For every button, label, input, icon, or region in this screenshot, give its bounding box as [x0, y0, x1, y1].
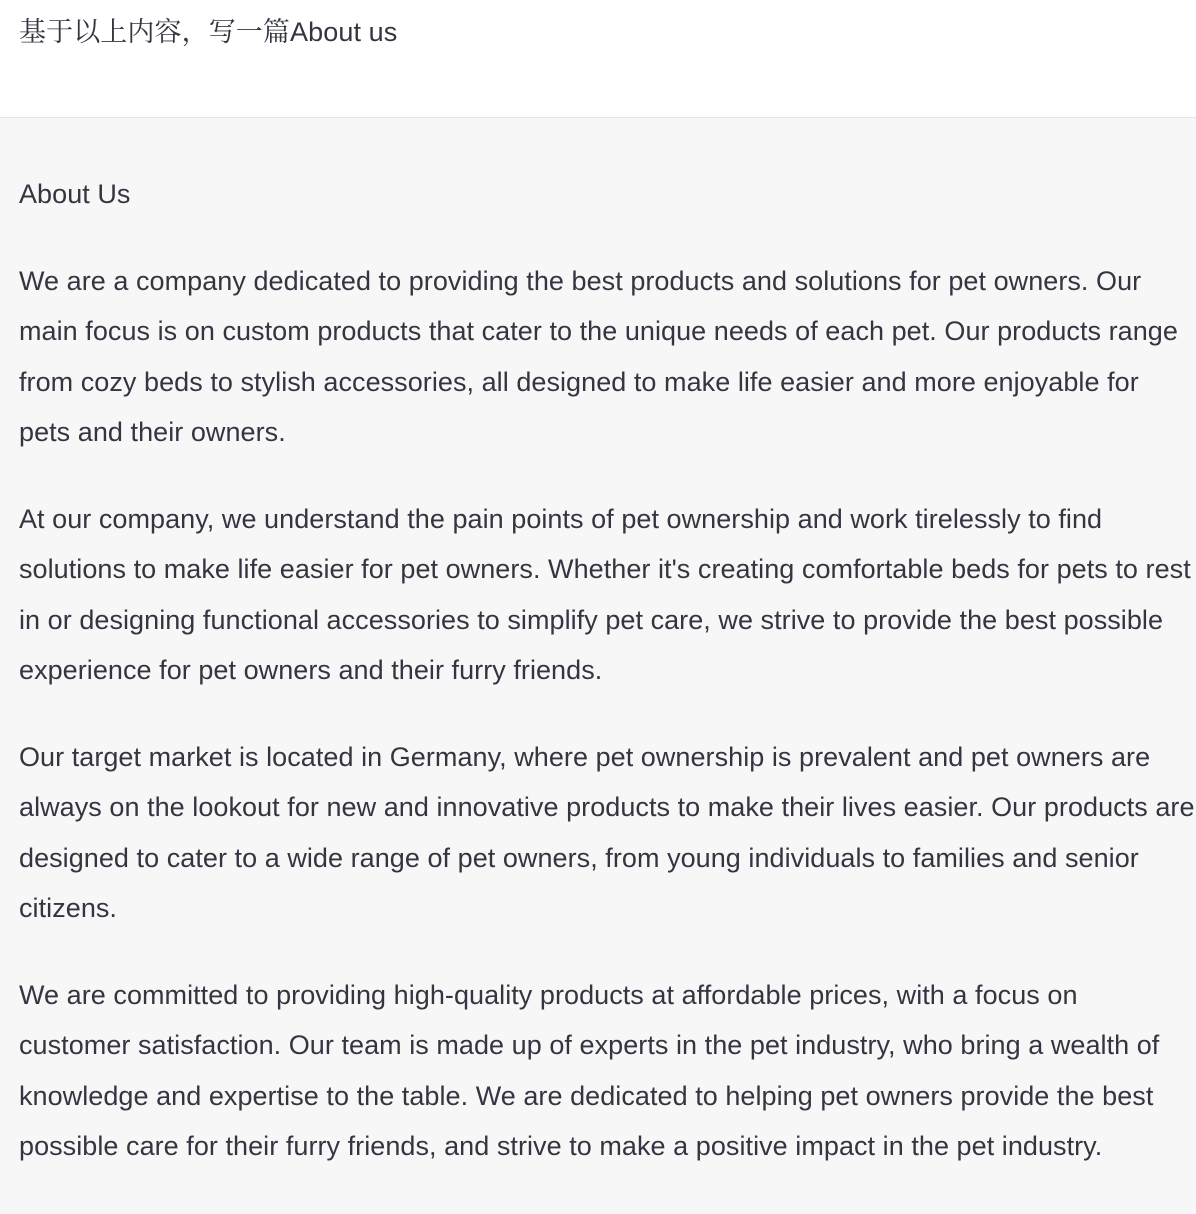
- assistant-message: [0, 118, 1196, 1214]
- user-message: [0, 0, 1196, 118]
- response-paragraph-1: We are a company dedicated to providing the best products and solutions for pet owners. Our main focus is on custom products that cater to the unique needs of each pet. Our products range from cozy beds to stylish accessories, all designed to make life easier and more enjoyable for pets and their owners.: [19, 265, 1178, 447]
- response-paragraph-4: We are committed to providing high-quality products at affordable prices, with a focus on customer satisfaction. Our team is made up of experts in the pet industry, who bring a wealth of knowledge and expertise to the table. We are dedicated to helping pet owners provide the best possible care for their furry friends, and strive to make a positive impact in the pet industry.: [19, 979, 1160, 1161]
- user-message-text: 基于以上内容，写一篇About us: [19, 17, 398, 47]
- response-title: About Us: [19, 179, 131, 209]
- assistant-response-text: [19, 169, 1196, 1172]
- response-paragraph-3: Our target market is located in Germany, where pet ownership is prevalent and pet owners are always on the lookout for new and innovative products to make their lives easier. Our products are designed to cater to a wide range of pet owners, from young individuals to families and senior citizens.: [19, 741, 1195, 923]
- response-paragraph-2: At our company, we understand the pain points of pet ownership and work tirelessly to find solutions to make life easier for pet owners. Whether it's creating comfortable beds for pets to rest in or designing functional accessories to simplify pet care, we strive to provide the best possible experience for pet owners and their furry friends.: [19, 503, 1191, 685]
